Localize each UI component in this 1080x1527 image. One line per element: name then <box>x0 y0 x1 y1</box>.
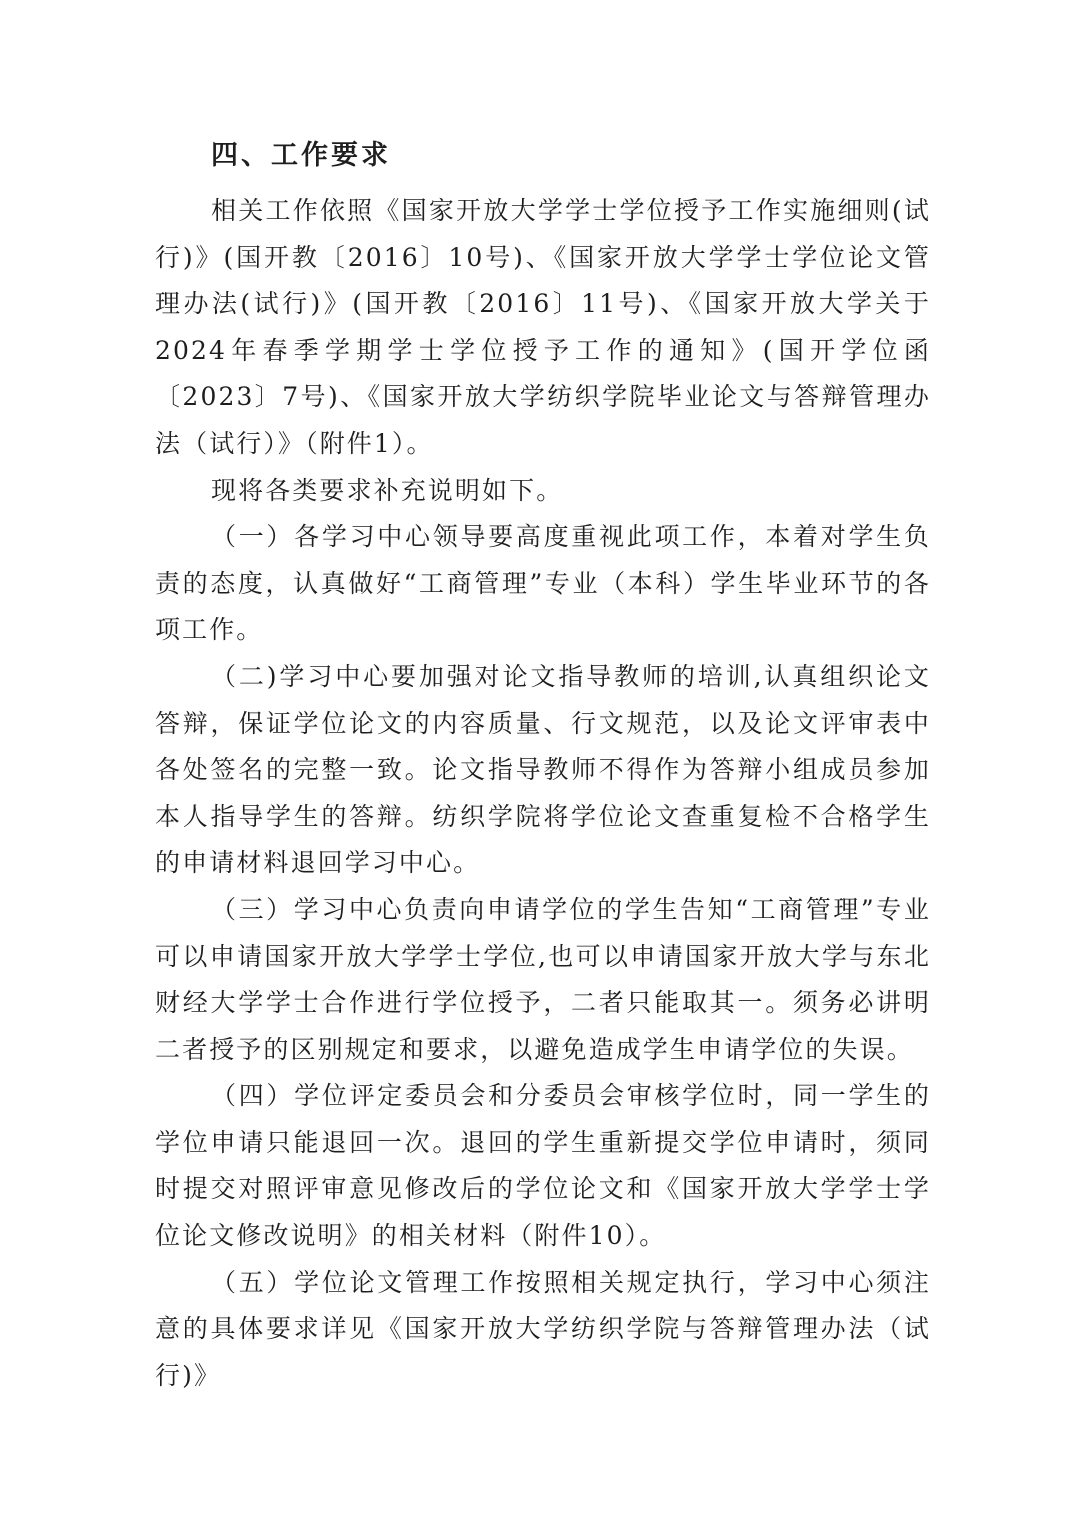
paragraph-basis: 相关工作依照《国家开放大学学士学位授予工作实施细则(试行)》(国开教〔2016〕10号)、《国家开放大学学士学位论文管理办法(试行)》(国开教〔2016〕11号)、《国家开放大学关于2024年春季学期学士学位授予工作的通知》(国开学位函〔2023〕7号)、《国家开放大学纺织学院毕业论文与答辩管理办法（试行）》（附件1）。 <box>155 196 931 458</box>
paragraph-item-5: （五）学位论文管理工作按照相关规定执行，学习中心须注意的具体要求详见《国家开放大学纺织学院与答辩管理办法（试行)》 <box>155 1267 931 1390</box>
paragraph-item-3: （三）学习中心负责向申请学位的学生告知“工商管理”专业可以申请国家开放大学学士学位,也可以申请国家开放大学与东北财经大学学士合作进行学位授予，二者只能取其一。须务必讲明二者授予的区别规定和要求，以避免造成学生申请学位的失误。 <box>155 894 931 1064</box>
paragraph-item-4: （四）学位评定委员会和分委员会审核学位时，同一学生的学位申请只能退回一次。退回的学生重新提交学位申请时，须同时提交对照评审意见修改后的学位论文和《国家开放大学学士学位论文修改说明》的相关材料（附件10）。 <box>155 1081 931 1251</box>
paragraph-intro: 现将各类要求补充说明如下。 <box>211 475 564 505</box>
paragraph-item-1: （一）各学习中心领导要高度重视此项工作，本着对学生负责的态度，认真做好“工商管理”专业（本科）学生毕业环节的各项工作。 <box>155 522 931 645</box>
document-body <box>155 134 931 1399</box>
section-heading: 四、工作要求 <box>211 140 391 171</box>
paragraph-item-2: （二)学习中心要加强对论文指导教师的培训,认真组织论文答辩，保证学位论文的内容质量、行文规范，以及论文评审表中各处签名的完整一致。论文指导教师不得作为答辩小组成员参加本人指导学生的答辩。纺织学院将学位论文查重复检不合格学生的申请材料退回学习中心。 <box>155 661 931 878</box>
